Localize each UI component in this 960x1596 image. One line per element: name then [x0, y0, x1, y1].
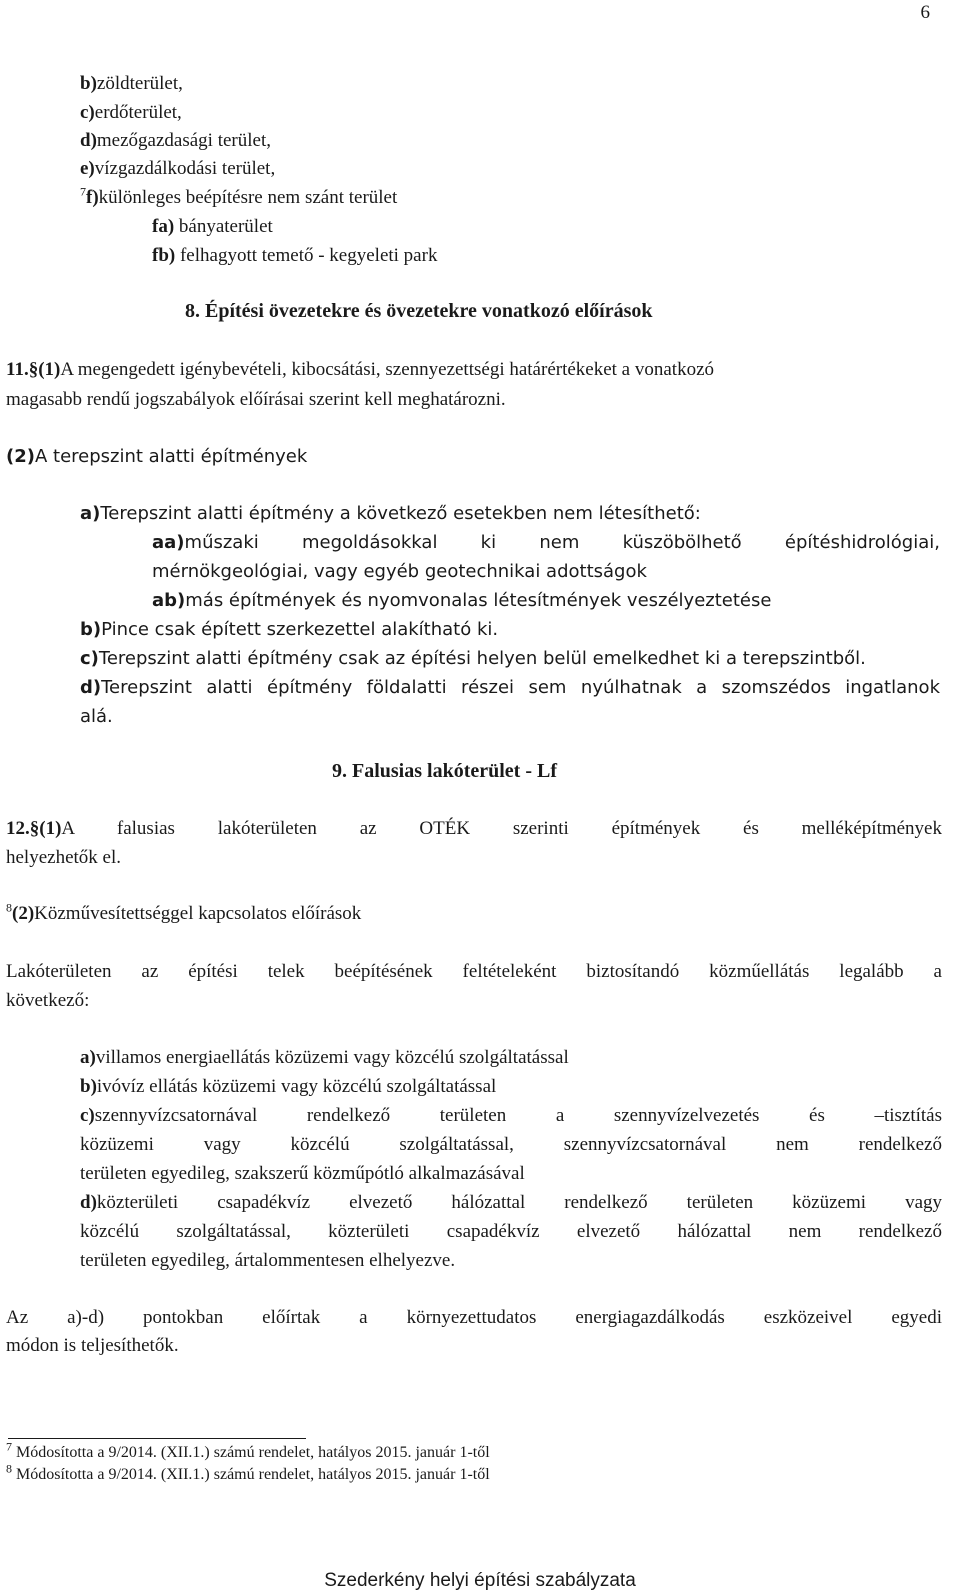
list-item: aa)műszaki megoldásokkal ki nem küszöbölhető építéshidrológiai,	[152, 532, 940, 553]
list-item-continuation: közcélú szolgáltatással, közterületi csapadékvíz elvezető hálózattal nem rendelkező	[80, 1221, 942, 1242]
page-number: 6	[920, 2, 930, 23]
list-item: d)mezőgazdasági terület,	[80, 130, 271, 151]
paragraph-line: módon is teljesíthetők.	[6, 1335, 179, 1356]
list-item-continuation: közüzemi vagy közcélú szolgáltatással, szennyvízcsatornával nem rendelkező	[80, 1134, 942, 1155]
list-item: c)Terepszint alatti építmény csak az építési helyen belül emelkedhet ki a terepszintből.	[80, 648, 866, 669]
paragraph-line: Lakóterületen az építési telek beépítésének feltételeként biztosítandó közműellátás legalább a	[6, 961, 942, 982]
list-item: a)villamos energiaellátás közüzemi vagy közcélú szolgáltatással	[80, 1047, 569, 1068]
paragraph-line: magasabb rendű jogszabályok előírásai szerint kell meghatározni.	[6, 389, 506, 410]
list-item: e)vízgazdálkodási terület,	[80, 158, 276, 179]
paragraph-line: 11.§(1)A megengedett igénybevételi, kibocsátási, szennyezettségi határértékeket a vonatkozó	[6, 359, 715, 380]
subsection-heading: $^8$(2)Közművesítettséggel kapcsolatos előírások	[6, 900, 362, 924]
footnote-separator	[8, 1438, 306, 1439]
list-item: fb) felhagyott temető - kegyeleti park	[152, 245, 438, 266]
section-heading: 9. Falusias lakóterület - Lf	[332, 760, 557, 782]
list-item: b)ivóvíz ellátás közüzemi vagy közcélú szolgáltatással	[80, 1076, 497, 1097]
footnote: $^7$ Módosította a 9/2014. (XII.1.) számú rendelet, hatályos 2015. január 1-től	[6, 1439, 490, 1461]
paragraph-line: 12.§(1)A falusias lakóterületen az OTÉK szerinti építmények és melléképítmények	[6, 818, 942, 839]
list-item-continuation: területen egyedileg, szakszerű közműpótló alkalmazásával	[80, 1163, 525, 1184]
footnote-ref: 8	[6, 900, 12, 915]
list-item: b)zöldterület,	[80, 73, 183, 94]
footnote: $^8$ Módosította a 9/2014. (XII.1.) számú rendelet, hatályos 2015. január 1-től	[6, 1461, 490, 1483]
list-item: $^7$f)különleges beépítésre nem szánt terület	[80, 184, 398, 208]
page-footer: Szederkény helyi építési szabályzata	[324, 1570, 636, 1591]
list-item: a)Terepszint alatti építmény a következő esetekben nem létesíthető:	[80, 503, 701, 524]
list-item: b)Pince csak épített szerkezettel alakítható ki.	[80, 619, 499, 640]
list-item: c)szennyvízcsatornával rendelkező területen a szennyvízelvezetés és –tisztítás	[80, 1105, 942, 1126]
section-heading: 8. Építési övezetekre és övezetekre vonatkozó előírások	[185, 300, 653, 322]
list-item-continuation: mérnökgeológiai, vagy egyéb geotechnikai adottságok	[152, 561, 647, 582]
paragraph-line: Az a)-d) pontokban előírtak a környezettudatos energiagazdálkodás eszközeivel egyedi	[6, 1307, 942, 1328]
list-item-continuation: alá.	[80, 706, 113, 727]
footnote-ref: 7	[80, 184, 86, 199]
list-item: ab)más építmények és nyomvonalas létesítmények veszélyeztetése	[152, 590, 772, 611]
list-item: c)erdőterület,	[80, 102, 182, 123]
subsection-heading: (2)A terepszint alatti építmények	[6, 446, 308, 467]
list-item-continuation: területen egyedileg, ártalommentesen elhelyezve.	[80, 1250, 456, 1271]
list-item: d)közterületi csapadékvíz elvezető hálózattal rendelkező területen közüzemi vagy	[80, 1192, 942, 1213]
paragraph-line: következő:	[6, 990, 90, 1011]
list-item: fa) bányaterület	[152, 216, 273, 237]
paragraph-line: helyezhetők el.	[6, 847, 122, 868]
list-item: d)Terepszint alatti építmény földalatti részei sem nyúlhatnak a szomszédos ingatlanok	[80, 677, 940, 698]
